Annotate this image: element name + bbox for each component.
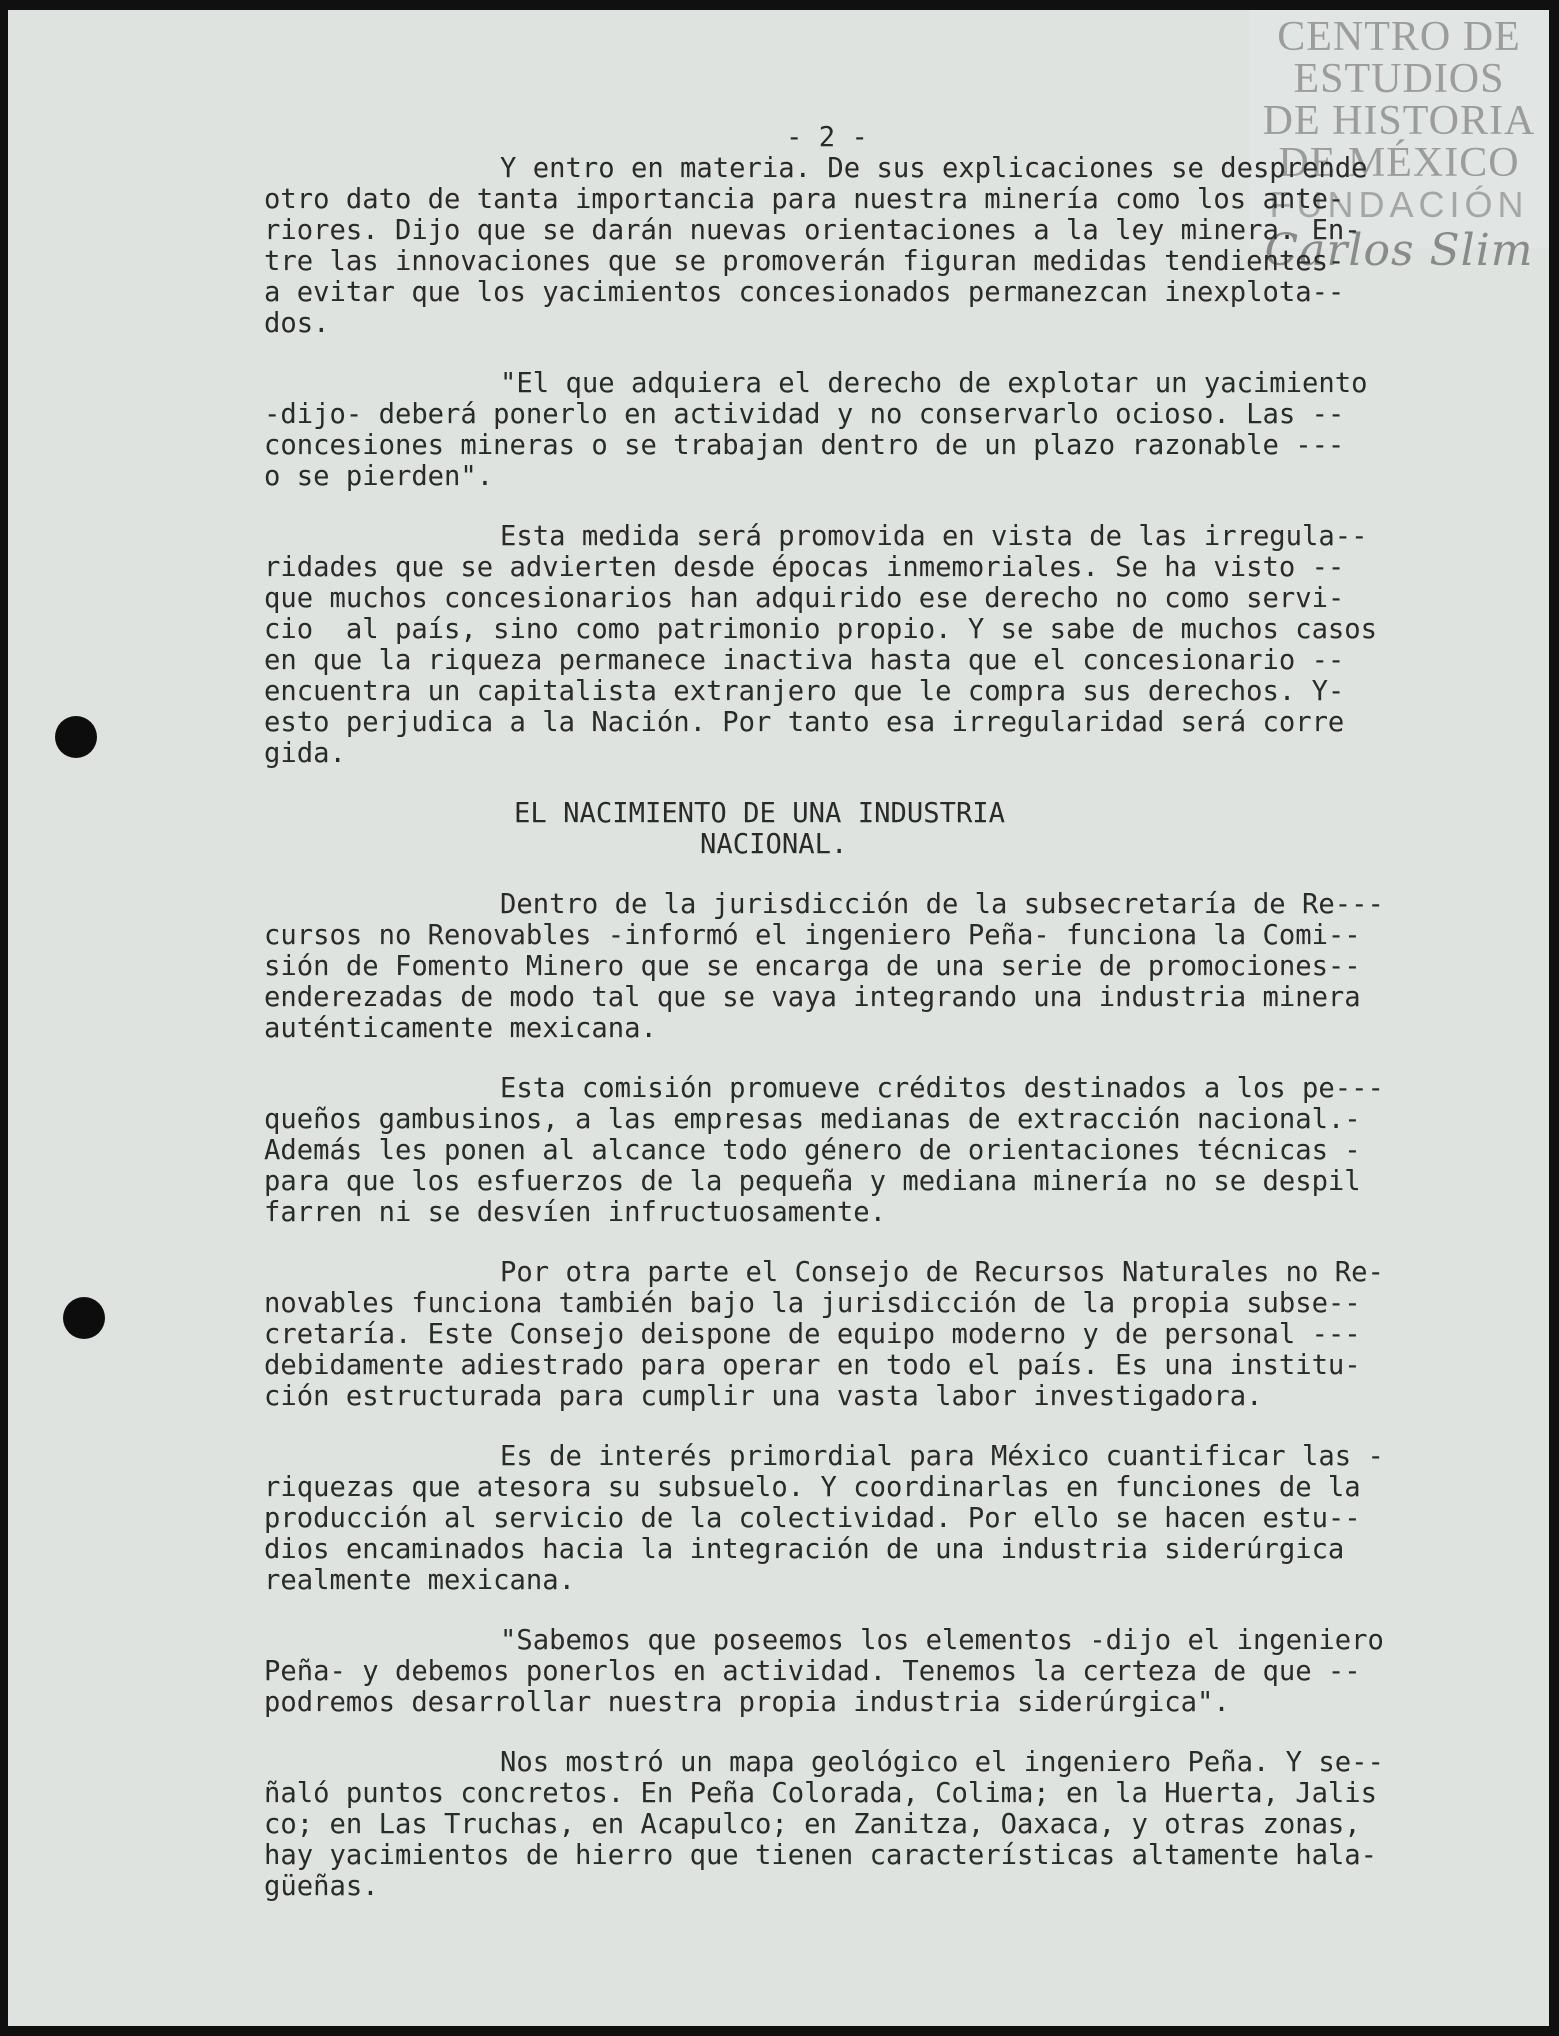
- text-line: para que los esfuerzos de la pequeña y mediana minería no se despil: [264, 1166, 1361, 1197]
- text-line: Esta medida será promovida en vista de las irregula--: [500, 521, 1368, 552]
- paragraph-6: [264, 1257, 1504, 1412]
- text-line: ción estructurada para cumplir una vasta labor investigadora.: [264, 1381, 1263, 1412]
- paragraph-8: [264, 1625, 1504, 1718]
- punch-hole: [55, 716, 97, 758]
- text-line: Y entro en materia. De sus explicaciones se desprende: [500, 153, 1368, 184]
- paragraph-9: [264, 1747, 1504, 1902]
- text-line: sión de Fomento Minero que se encarga de una serie de promociones--: [264, 951, 1361, 982]
- text-line: tre las innovaciones que se promoverán figuran medidas tendientes-: [264, 246, 1345, 277]
- text-line: Peña- y debemos ponerlos en actividad. Tenemos la certeza de que --: [264, 1656, 1361, 1687]
- text-line: queños gambusinos, a las empresas medianas de extracción nacional.-: [264, 1104, 1361, 1135]
- text-line: auténticamente mexicana.: [264, 1013, 657, 1044]
- watermark-signature: Carlos Slim: [1264, 225, 1534, 276]
- section-heading: NACIONAL.: [700, 829, 848, 860]
- page-number: - 2 -: [786, 122, 868, 153]
- text-line: en que la riqueza permanece inactiva hasta que el concesionario --: [264, 645, 1345, 676]
- text-line: co; en Las Truchas, en Acapulco; en Zanitza, Oaxaca, y otras zonas,: [264, 1809, 1361, 1840]
- watermark-org-line: DE MÉXICO: [1278, 140, 1520, 186]
- text-line: encuentra un capitalista extranjero que le compra sus derechos. Y-: [264, 676, 1345, 707]
- text-line: -dijo- deberá ponerlo en actividad y no conservarlo ocioso. Las --: [264, 399, 1345, 430]
- text-line: cursos no Renovables -informó el ingeniero Peña- funciona la Comi--: [264, 920, 1361, 951]
- punch-hole: [63, 1297, 105, 1339]
- text-line: Nos mostró un mapa geológico el ingeniero Peña. Y se--: [500, 1747, 1384, 1778]
- text-line: novables funciona también bajo la jurisdicción de la propia subse--: [264, 1288, 1361, 1319]
- typed-text: [264, 122, 1504, 1902]
- paragraph-7: [264, 1441, 1504, 1596]
- paragraph-2: [264, 368, 1504, 492]
- text-line: o se pierden".: [264, 461, 494, 492]
- text-line: riquezas que atesora su subsuelo. Y coordinarlas en funciones de la: [264, 1472, 1361, 1503]
- text-line: gida.: [264, 738, 346, 769]
- watermark-org-line: DE HISTORIA: [1262, 98, 1536, 144]
- watermark-fundacion: FUNDACIÓN: [1269, 184, 1529, 225]
- text-line: Esta comisión promueve créditos destinados a los pe---: [500, 1073, 1384, 1104]
- text-line: a evitar que los yacimientos concesionados permanezcan inexplota--: [264, 277, 1345, 308]
- text-line: debidamente adiestrado para operar en todo el país. Es una institu-: [264, 1350, 1361, 1381]
- text-line: producción al servicio de la colectividad. Por ello se hacen estu--: [264, 1503, 1361, 1534]
- text-line: enderezadas de modo tal que se vaya integrando una industria minera: [264, 982, 1361, 1013]
- text-line: dios encaminados hacia la integración de una industria siderúrgica: [264, 1534, 1345, 1565]
- watermark-org-line: ESTUDIOS: [1293, 56, 1505, 102]
- text-line: güeñas.: [264, 1871, 379, 1902]
- text-line: Dentro de la jurisdicción de la subsecretaría de Re---: [500, 889, 1384, 920]
- text-line: podremos desarrollar nuestra propia industria siderúrgica".: [264, 1687, 1230, 1718]
- text-line: ridades que se advierten desde épocas inmemoriales. Se ha visto --: [264, 552, 1345, 583]
- text-line: "Sabemos que poseemos los elementos -dijo el ingeniero: [500, 1625, 1384, 1656]
- text-line: ñaló puntos concretos. En Peña Colorada, Colima; en la Huerta, Jalis: [264, 1778, 1378, 1809]
- text-line: Es de interés primordial para México cuantificar las -: [500, 1441, 1384, 1472]
- text-line: cio al país, sino como patrimonio propio. Y se sabe de muchos casos: [264, 614, 1378, 645]
- text-line: realmente mexicana.: [264, 1565, 575, 1596]
- text-line: otro dato de tanta importancia para nuestra minería como los ante-: [264, 184, 1345, 215]
- paragraph-1: [264, 153, 1504, 339]
- text-line: farren ni se desvíen infructuosamente.: [264, 1197, 886, 1228]
- text-line: Además les ponen al alcance todo género de orientaciones técnicas -: [264, 1135, 1361, 1166]
- text-line: hay yacimientos de hierro que tienen características altamente hala-: [264, 1840, 1378, 1871]
- paragraph-4: [264, 889, 1504, 1044]
- text-line: esto perjudica a la Nación. Por tanto esa irregularidad será corre: [264, 707, 1345, 738]
- watermark-org-line: CENTRO DE: [1277, 14, 1521, 60]
- text-line: cretaría. Este Consejo deispone de equipo moderno y de personal ---: [264, 1319, 1361, 1350]
- paragraph-3: [264, 521, 1504, 769]
- text-line: riores. Dijo que se darán nuevas orientaciones a la ley minera. En-: [264, 215, 1361, 246]
- text-line: dos.: [264, 308, 330, 339]
- text-line: concesiones mineras o se trabajan dentro de un plazo razonable ---: [264, 430, 1345, 461]
- text-line: Por otra parte el Consejo de Recursos Naturales no Re-: [500, 1257, 1384, 1288]
- text-line: "El que adquiera el derecho de explotar un yacimiento: [500, 368, 1368, 399]
- text-line: que muchos concesionarios han adquirido ese derecho no como servi-: [264, 583, 1345, 614]
- document-page: [8, 10, 1549, 2026]
- section-heading: EL NACIMIENTO DE UNA INDUSTRIA: [514, 798, 1006, 829]
- paragraph-5: [264, 1073, 1504, 1228]
